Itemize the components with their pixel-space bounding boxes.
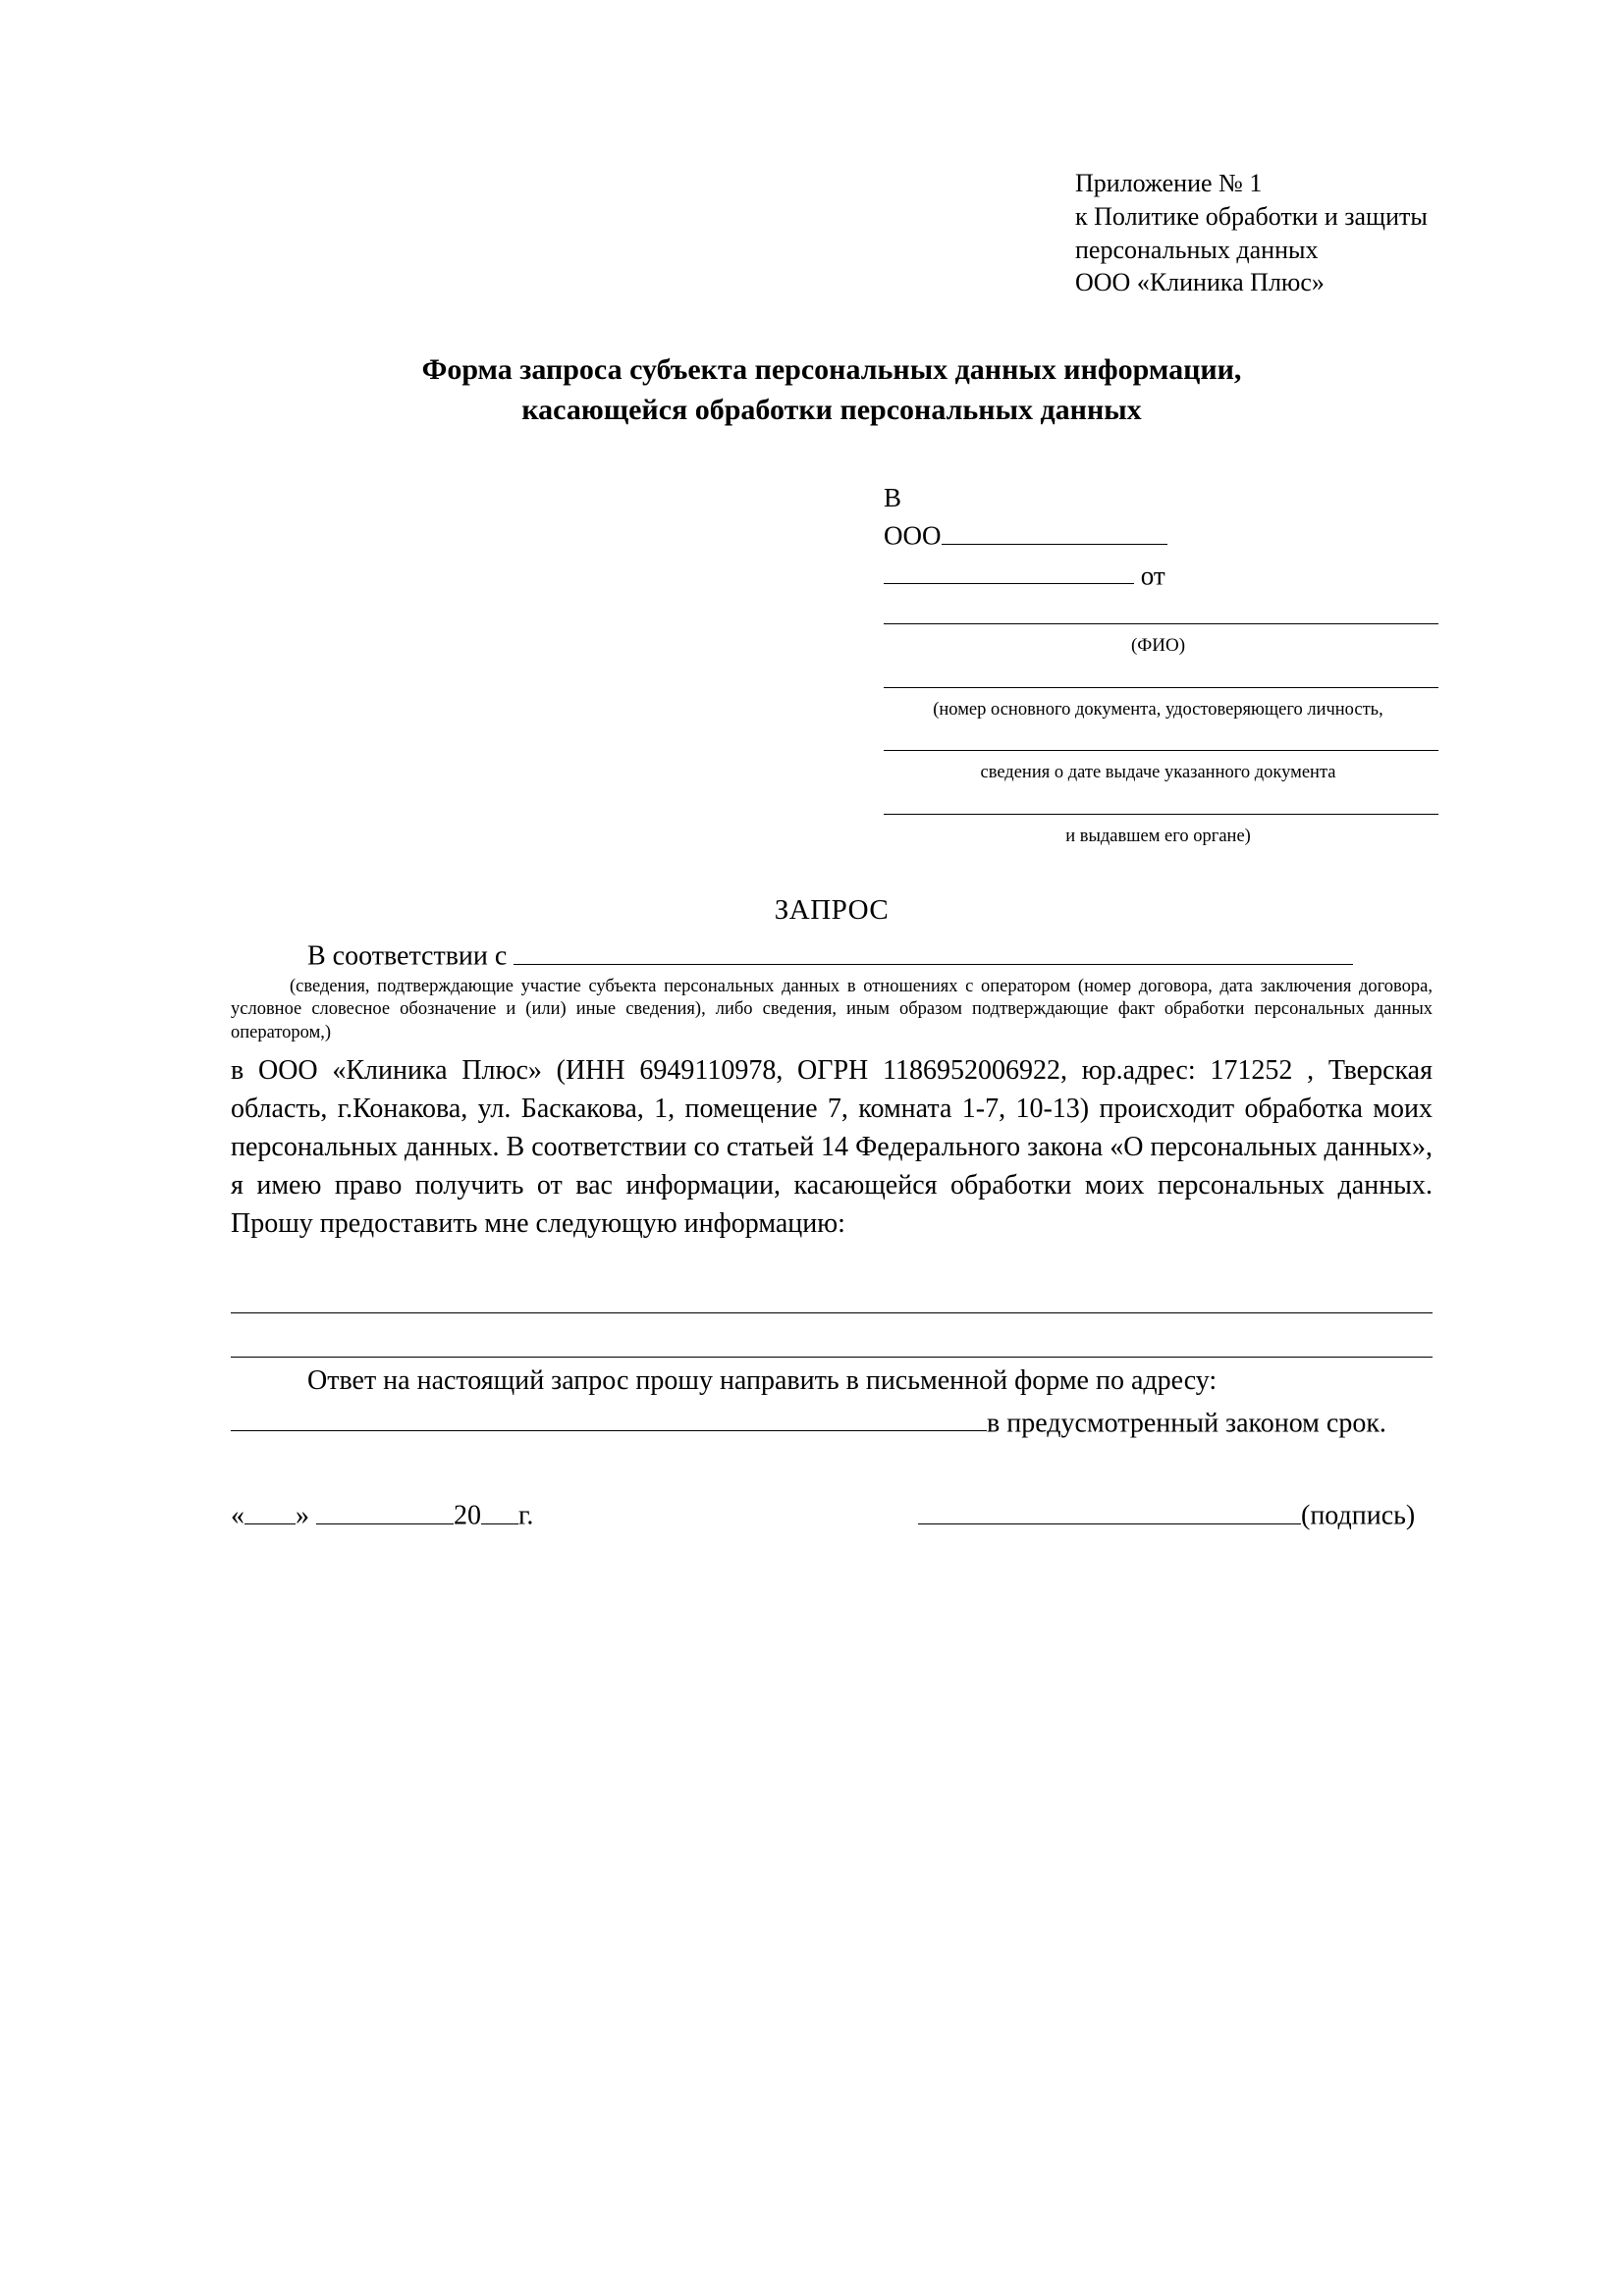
addressee-company-label: ООО — [884, 520, 942, 551]
quote-open: « — [231, 1500, 244, 1531]
signature-row — [231, 1494, 1433, 1531]
addressee-company-fill[interactable] — [942, 515, 1167, 544]
request-heading: ЗАПРОС — [774, 894, 890, 927]
in-accordance-fill[interactable] — [514, 934, 1353, 964]
page-title-line-2: касающейся обработки персональных данных — [521, 393, 1142, 426]
answer-tail-text: в предусмотренный законом срок. — [987, 1408, 1386, 1439]
addressee-organ-row — [884, 786, 1433, 824]
addressee-organ-caption: и выдавшем его органе) — [1065, 827, 1251, 847]
answer-address-row — [231, 1402, 1433, 1439]
quote-close: » — [296, 1500, 309, 1531]
date-field — [231, 1494, 918, 1531]
addressee-date-caption: сведения о дате выдаче указанного документа — [980, 763, 1336, 783]
appendix-header — [1075, 167, 1433, 299]
appendix-company: ООО «Клиника Плюс» — [1075, 268, 1325, 297]
addressee-doc-fill[interactable] — [884, 659, 1438, 687]
addressee-to-label: В — [884, 483, 902, 513]
addressee-from-label: от — [1140, 561, 1165, 591]
signature-label: (подпись) — [1301, 1500, 1416, 1531]
in-accordance-label: В соответствии с — [307, 940, 508, 972]
addressee-date-fill[interactable] — [884, 722, 1438, 751]
addressee-fio-caption: (ФИО) — [1130, 634, 1186, 656]
signature-field — [918, 1494, 1415, 1531]
appendix-number: Приложение № 1 — [1075, 169, 1263, 197]
answer-instruction-text: Ответ на настоящий запрос прошу направить в письменной форме по адресу: — [307, 1364, 1218, 1396]
fineprint-note — [231, 976, 1433, 1045]
date-year-suffix: г. — [518, 1500, 534, 1531]
fineprint-text: (сведения, подтверждающие участие субъекта персональных данных в отношениях с оператором (номер договора, дата заключения договора, условное словесное обозначение и (или) иные сведения), либо сведения, иным образом подтверждающие факт обработки персональных данных оператором,) — [231, 976, 1433, 1042]
date-month-fill[interactable] — [316, 1494, 454, 1523]
appendix-policy-line-2: персональных данных — [1075, 235, 1319, 264]
addressee-doc-row — [884, 659, 1433, 696]
addressee-company-row — [884, 515, 1433, 553]
date-year-prefix: 20 — [454, 1500, 481, 1531]
answer-instruction — [231, 1362, 1433, 1400]
addressee-from-row — [884, 556, 1433, 593]
addressee-fio-row — [884, 595, 1433, 632]
addressee-block — [884, 481, 1433, 847]
addressee-date-row — [884, 722, 1433, 760]
appendix-policy-line-1: к Политике обработки и защиты — [1075, 201, 1428, 231]
info-blank-line-2[interactable] — [231, 1313, 1433, 1358]
addressee-from-fill[interactable] — [884, 556, 1134, 584]
page-title — [231, 350, 1433, 430]
addressee-organ-fill[interactable] — [884, 786, 1438, 815]
answer-address-fill[interactable] — [231, 1402, 987, 1431]
signature-fill[interactable] — [918, 1494, 1301, 1523]
request-body: в ООО «Клиника Плюс» (ИНН 6949110978, ОГРН 1186952006922, юр.адрес: 171252 , Тверская область, г.Конакова, ул. Баскакова, 1, помещение 7, комната 1-7, 10-13) происходит обработка моих персональных данных. В соответствии со статьей 14 Федерального закона «О персональных данных», я имею право получить от вас информации, касающейся обработки моих персональных данных. Прошу предоставить мне следующую информацию: — [231, 1054, 1433, 1240]
page-title-line-1: Форма запроса субъекта персональных данных информации, — [421, 353, 1242, 387]
date-year-fill[interactable] — [481, 1494, 518, 1523]
info-blank-line-1[interactable] — [231, 1269, 1433, 1313]
in-accordance-row — [231, 934, 1433, 972]
addressee-doc-caption: (номер основного документа, удостоверяющего личность, — [933, 699, 1383, 720]
addressee-fio-fill[interactable] — [884, 595, 1438, 623]
date-day-fill[interactable] — [244, 1494, 296, 1523]
